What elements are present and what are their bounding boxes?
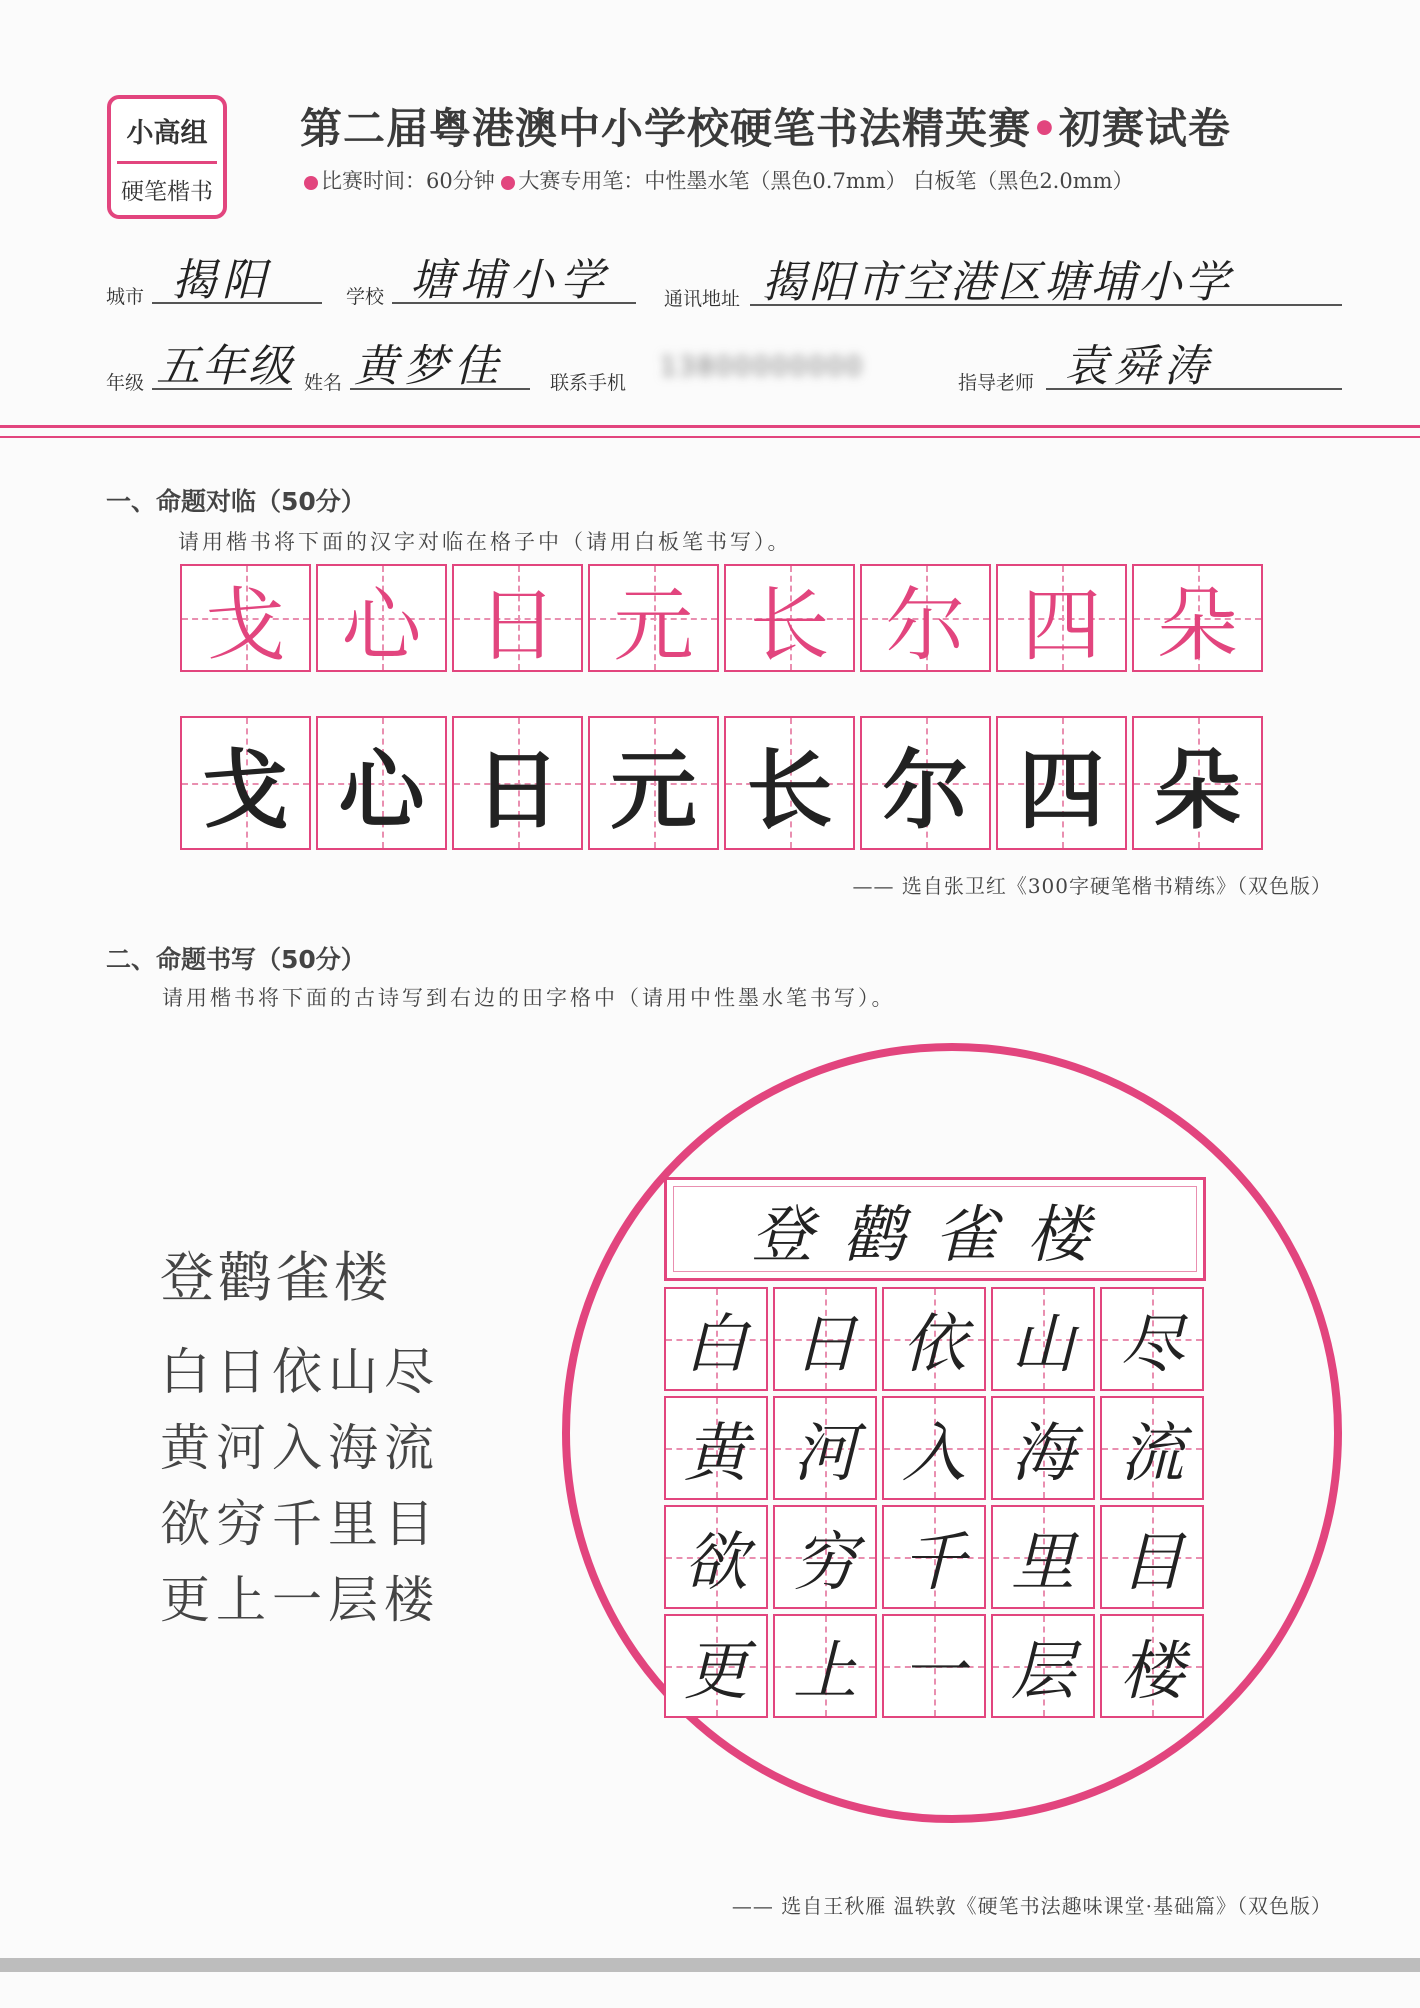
grid-cell[interactable] <box>664 1505 768 1609</box>
char-cell[interactable] <box>724 716 855 850</box>
char-glyph: 日 <box>474 741 561 841</box>
char-glyph: 长 <box>749 578 830 672</box>
char-glyph: 元 <box>610 741 697 841</box>
grid-cell[interactable] <box>664 1396 768 1500</box>
handwritten-char: 里 <box>1011 1526 1075 1600</box>
exam-time: 比赛时间：60分钟 <box>321 169 495 193</box>
char-glyph: 元 <box>613 578 694 672</box>
header-divider-2 <box>0 436 1420 438</box>
exam-info <box>304 165 1134 195</box>
char-cell <box>180 564 311 672</box>
bullet-icon <box>501 176 515 190</box>
city-label: 城市 <box>106 286 145 308</box>
teacher-label: 指导老师 <box>958 372 1035 394</box>
char-glyph: 日 <box>477 578 558 672</box>
char-cell[interactable] <box>860 716 991 850</box>
phone-value: 13800000000 <box>660 352 864 382</box>
char-glyph: 朵 <box>1157 578 1238 672</box>
char-glyph: 戈 <box>202 741 289 841</box>
char-glyph: 尔 <box>882 741 969 841</box>
grid-cell[interactable] <box>1100 1614 1204 1718</box>
handwritten-char: 楼 <box>1120 1635 1184 1709</box>
handwritten-char: 上 <box>793 1635 857 1709</box>
grid-cell[interactable] <box>991 1505 1095 1609</box>
char-glyph: 心 <box>338 741 425 841</box>
handwritten-char: 欲 <box>684 1526 748 1600</box>
grid-cell[interactable] <box>773 1505 877 1609</box>
section1-source: —— 选自张卫红《300字硬笔楷书精练》（双色版） <box>852 874 1332 898</box>
section2-source: —— 选自王秋雁 温轶敦《硬笔书法趣味课堂·基础篇》（双色版） <box>731 1894 1332 1918</box>
title-dot: • <box>1031 104 1059 153</box>
section2-title: 二、命题书写（50分） <box>106 945 366 974</box>
grade-field[interactable] <box>152 336 292 390</box>
written-char-row <box>180 716 1263 850</box>
scan-edge <box>0 1958 1420 1972</box>
school-field[interactable] <box>392 250 636 304</box>
handwritten-title-box[interactable] <box>664 1177 1206 1281</box>
handwritten-char: 海 <box>1011 1417 1075 1491</box>
char-cell[interactable] <box>1132 716 1263 850</box>
group-badge <box>107 95 227 219</box>
char-cell <box>1132 564 1263 672</box>
page-title <box>300 96 1231 156</box>
name-value: 黄梦佳 <box>354 341 504 392</box>
char-cell <box>996 564 1127 672</box>
handwritten-char: 山 <box>1011 1308 1075 1382</box>
phone-field[interactable] <box>650 336 950 388</box>
handwritten-char: 河 <box>793 1417 857 1491</box>
grid-cell[interactable] <box>882 1287 986 1391</box>
grid-cell[interactable] <box>773 1614 877 1718</box>
handwritten-char: 黄 <box>684 1417 748 1491</box>
poem-line: 欲穷千里目 <box>160 1495 440 1553</box>
handwritten-char: 流 <box>1120 1417 1184 1491</box>
address-value: 揭阳市空港区塘埔小学 <box>762 257 1232 308</box>
char-cell <box>316 564 447 672</box>
badge-divider <box>117 161 217 164</box>
handwritten-char: 入 <box>902 1417 966 1491</box>
poem-print <box>160 1235 440 1638</box>
char-cell <box>860 564 991 672</box>
badge-category: 硬笔楷书 <box>121 179 213 205</box>
grid-cell[interactable] <box>664 1614 768 1718</box>
grid-cell[interactable] <box>664 1287 768 1391</box>
grid-cell[interactable] <box>1100 1396 1204 1500</box>
handwritten-title: 登鹳雀楼 <box>750 1197 1119 1271</box>
bullet-icon <box>304 176 318 190</box>
grid-cell[interactable] <box>882 1505 986 1609</box>
grid-cell[interactable] <box>1100 1287 1204 1391</box>
handwritten-char: 穷 <box>793 1526 857 1600</box>
grade-label: 年级 <box>106 372 145 394</box>
header-divider <box>0 425 1420 428</box>
char-cell[interactable] <box>180 716 311 850</box>
address-field[interactable] <box>750 252 1342 306</box>
title-suffix: 初赛试卷 <box>1058 104 1231 153</box>
school-value: 塘埔小学 <box>410 255 610 306</box>
char-cell <box>452 564 583 672</box>
grid-cell[interactable] <box>991 1396 1095 1500</box>
handwritten-char: 千 <box>902 1526 966 1600</box>
phone-label: 联系手机 <box>550 372 627 394</box>
char-glyph: 四 <box>1018 741 1105 841</box>
city-value: 揭阳 <box>172 255 272 306</box>
city-field[interactable] <box>152 250 322 304</box>
grid-cell[interactable] <box>991 1614 1095 1718</box>
model-char-row <box>180 564 1263 672</box>
handwritten-char: 一 <box>902 1635 966 1709</box>
char-cell <box>588 564 719 672</box>
exam-pen: 大赛专用笔：中性墨水笔（黑色0.7mm） 白板笔（黑色2.0mm） <box>518 169 1134 193</box>
char-glyph: 尔 <box>885 578 966 672</box>
poem-line: 白日依山尽 <box>160 1343 440 1401</box>
school-label: 学校 <box>346 286 385 308</box>
title-main: 第二届粤港澳中小学校硬笔书法精英赛 <box>300 104 1032 153</box>
handwritten-char: 目 <box>1120 1526 1184 1600</box>
section1-title: 一、命题对临（50分） <box>106 487 366 516</box>
char-glyph: 朵 <box>1154 741 1241 841</box>
char-glyph: 戈 <box>205 578 286 672</box>
handwritten-char: 依 <box>902 1308 966 1382</box>
grid-cell[interactable] <box>773 1287 877 1391</box>
tianzige-grid <box>664 1287 1204 1718</box>
grid-cell[interactable] <box>882 1396 986 1500</box>
grade-value: 五年级 <box>156 341 294 392</box>
handwritten-char: 日 <box>793 1308 857 1382</box>
char-cell[interactable] <box>588 716 719 850</box>
badge-group: 小高组 <box>126 118 208 149</box>
grid-cell[interactable] <box>991 1287 1095 1391</box>
handwritten-char: 层 <box>1011 1635 1075 1709</box>
handwritten-char: 尽 <box>1120 1308 1184 1382</box>
char-cell <box>724 564 855 672</box>
section1-instruction: 请用楷书将下面的汉字对临在格子中（请用白板笔书写）。 <box>178 530 792 554</box>
char-glyph: 长 <box>746 741 833 841</box>
address-label: 通讯地址 <box>664 288 741 310</box>
handwritten-char: 白 <box>684 1308 748 1382</box>
poem-line: 更上一层楼 <box>160 1571 440 1629</box>
grid-cell[interactable] <box>1100 1505 1204 1609</box>
section2-instruction: 请用楷书将下面的古诗写到右边的田字格中（请用中性墨水笔书写）。 <box>162 986 896 1010</box>
char-cell[interactable] <box>316 716 447 850</box>
poem-title: 登鹳雀楼 <box>160 1246 392 1309</box>
handwritten-char: 更 <box>684 1635 748 1709</box>
char-cell[interactable] <box>996 716 1127 850</box>
poem-line: 黄河入海流 <box>160 1419 440 1477</box>
teacher-value: 袁舜涛 <box>1064 341 1214 392</box>
char-cell[interactable] <box>452 716 583 850</box>
char-glyph: 四 <box>1021 578 1102 672</box>
teacher-field[interactable] <box>1046 336 1342 390</box>
name-field[interactable] <box>350 336 530 390</box>
name-label: 姓名 <box>304 372 343 394</box>
grid-cell[interactable] <box>773 1396 877 1500</box>
grid-cell[interactable] <box>882 1614 986 1718</box>
char-glyph: 心 <box>341 578 422 672</box>
